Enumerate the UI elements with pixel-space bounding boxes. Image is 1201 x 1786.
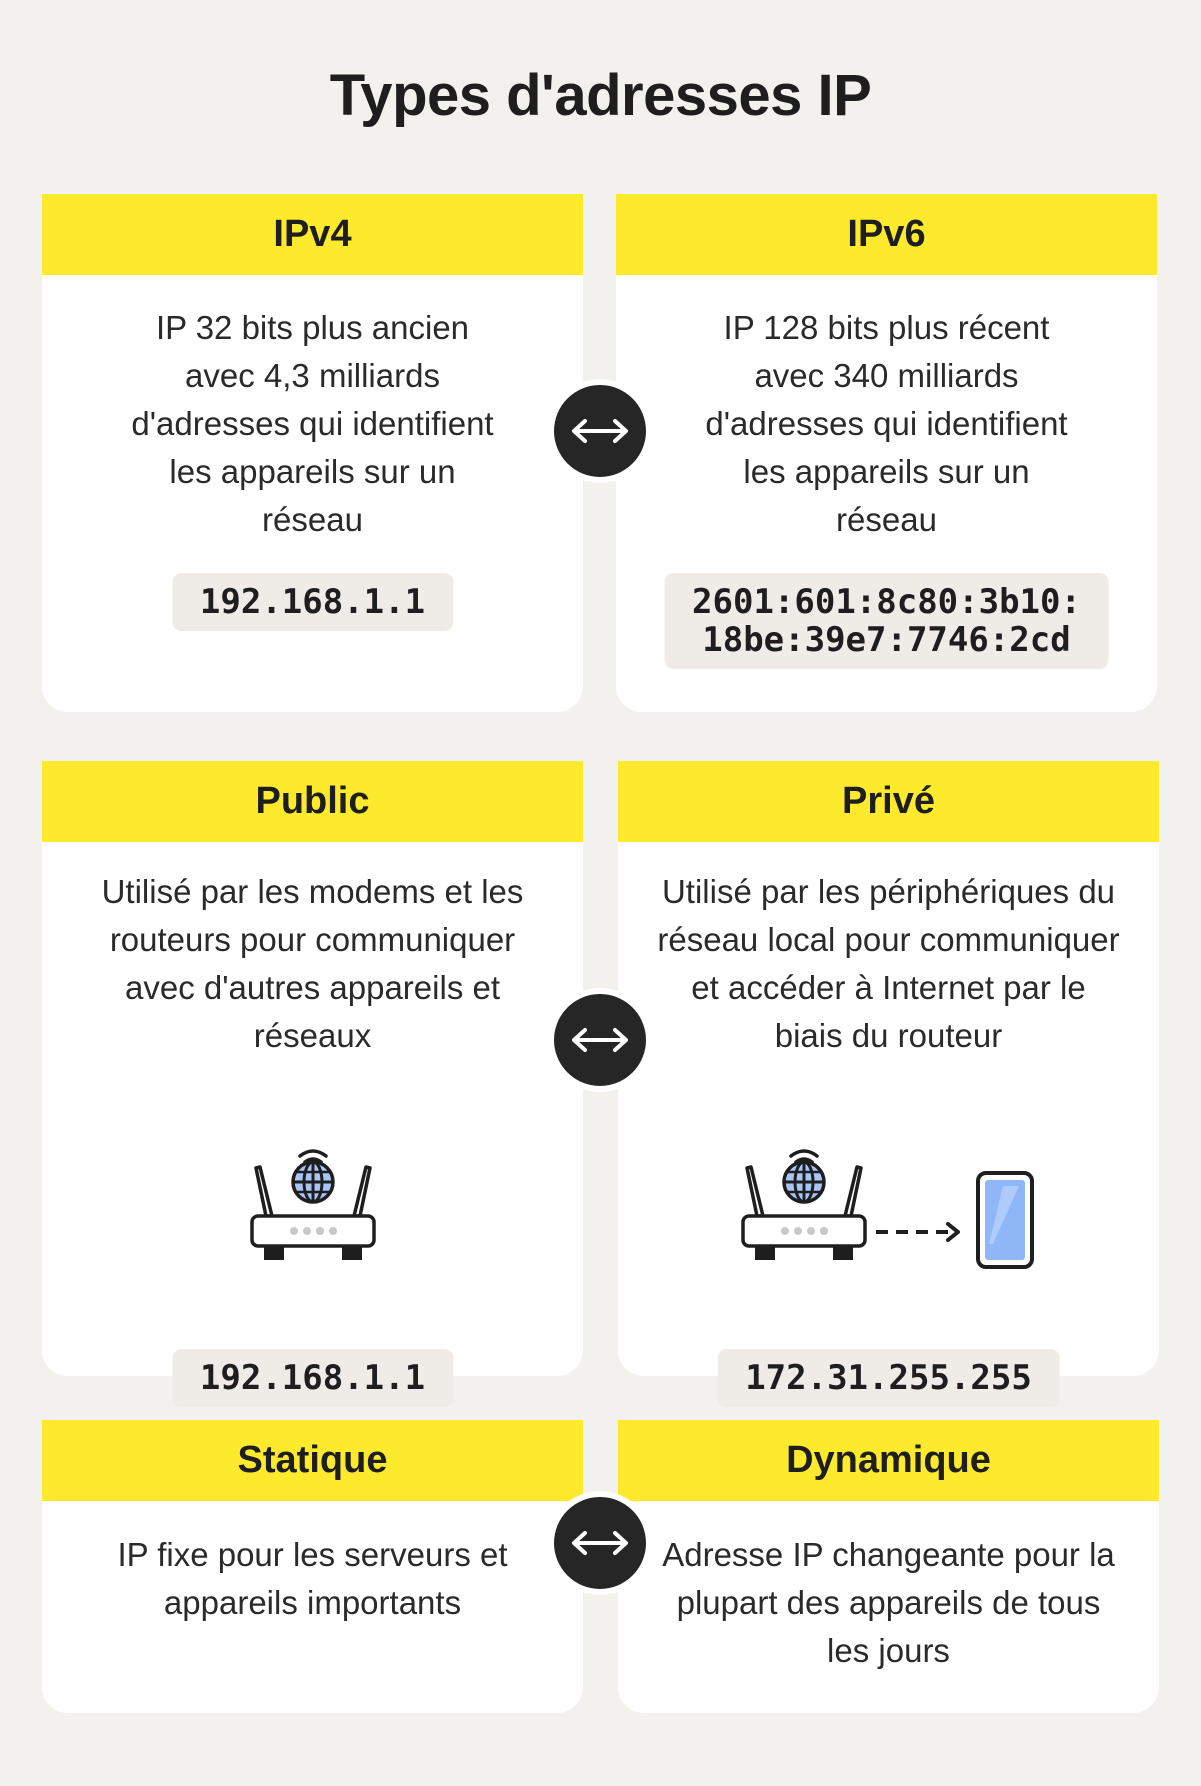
address-ipv6-line1: 2601:601:8c80:3b10: (692, 582, 1081, 622)
card-header-public: Public (42, 761, 583, 842)
router-icon (739, 1142, 869, 1272)
description-ipv6: IP 128 bits plus récent avec 340 milliards d'adresses qui identifient les appareils sur un réseau (705, 309, 1068, 538)
description-dynamic: Adresse IP changeante pour la plupart des appareils de tous les jours (662, 1536, 1115, 1669)
description-ipv4: IP 32 bits plus ancien avec 4,3 milliards d'adresses qui identifient les appareils sur un réseau (131, 309, 494, 538)
description-private: Utilisé par les périphériques du réseau local pour communiquer et accéder à Internet par le biais du routeur (657, 873, 1120, 1054)
double-arrow-icon (569, 1025, 631, 1055)
double-arrow-icon (569, 1528, 631, 1558)
router-icon (248, 1142, 378, 1272)
card-header-ipv4: IPv4 (42, 194, 583, 275)
card-header-private: Privé (618, 761, 1159, 842)
card-header-static: Statique (42, 1420, 583, 1501)
card-ipv6 (616, 194, 1157, 712)
compare-ipv4-ipv6 (548, 379, 652, 483)
dashed-arrow-icon (874, 1220, 966, 1244)
compare-static-dynamic (548, 1491, 652, 1595)
address-ipv6-line2: 18be:39e7:7746:2cd (702, 620, 1071, 660)
card-header-dynamic: Dynamique (618, 1420, 1159, 1501)
card-body-public (42, 842, 583, 1398)
description-public: Utilisé par les modems et les routeurs pour communiquer avec d'autres appareils et réseaux (101, 873, 524, 1054)
description-static: IP fixe pour les serveurs et appareils importants (117, 1536, 508, 1621)
compare-public-private (548, 988, 652, 1092)
card-body-ipv4 (42, 275, 583, 712)
card-public (42, 761, 583, 1398)
card-body-dynamic (618, 1501, 1159, 1713)
card-body-private (618, 842, 1159, 1398)
card-header-ipv6: IPv6 (616, 194, 1157, 275)
card-dynamic (618, 1420, 1159, 1713)
card-private (618, 761, 1159, 1398)
card-ipv4 (42, 194, 583, 712)
smartphone-icon (975, 1170, 1035, 1270)
card-static (42, 1420, 583, 1713)
card-body-static (42, 1501, 583, 1713)
address-public: 192.168.1.1 (172, 1349, 453, 1407)
address-private: 172.31.255.255 (717, 1349, 1060, 1407)
double-arrow-icon (569, 416, 631, 446)
card-body-ipv6 (616, 275, 1157, 712)
page-title: Types d'adresses IP (329, 63, 872, 128)
address-ipv6 (664, 573, 1109, 669)
address-ipv4: 192.168.1.1 (172, 573, 453, 631)
